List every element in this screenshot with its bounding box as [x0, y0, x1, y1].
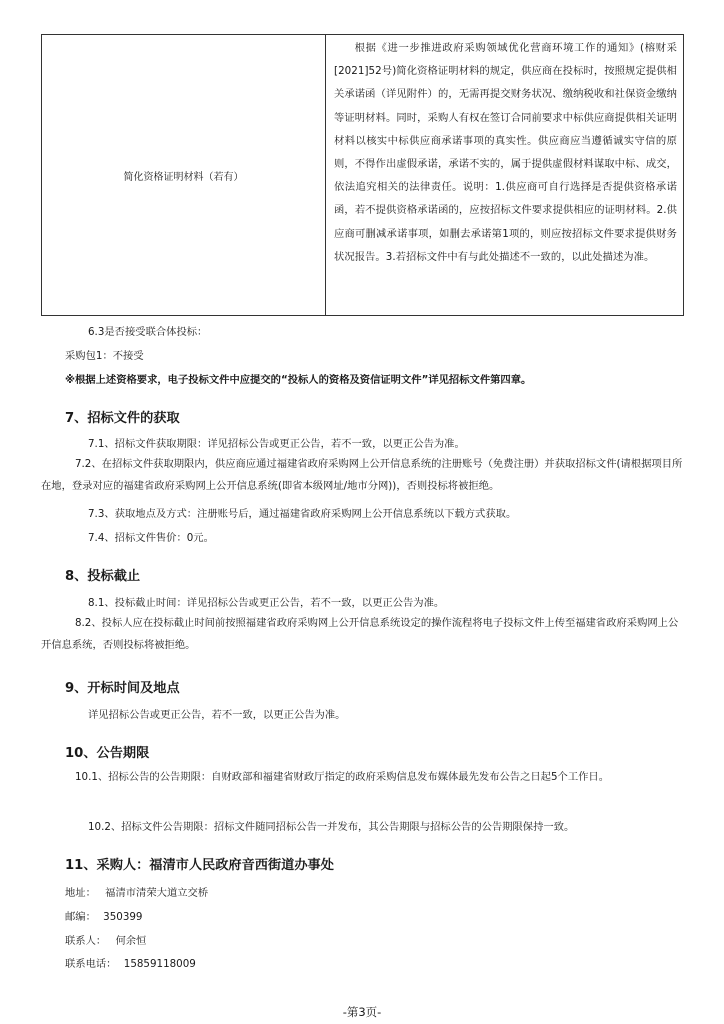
section-8-1: 8.1、投标截止时间：详见招标公告或更正公告，若不一致，以更正公告为准。 — [88, 597, 445, 609]
joint-bid-answer: 采购包1：不接受 — [65, 350, 144, 362]
phone-value: 15859118009 — [123, 958, 196, 970]
contact-row — [65, 932, 146, 947]
table-cell-content — [326, 35, 684, 316]
section-7-2: 7.2、在招标文件获取期限内，供应商应通过福建省政府采购网上公开信息系统的注册账号（免费注册）并获取招标文件(请根据项目所在地，登录对应的福建省政府采购网上公开信息系统(即省本级网址/地市分网))，否则投标将被拒绝。 — [41, 458, 683, 492]
qualification-note: ※根据上述资格要求，电子投标文件中应提交的“投标人的资格及资信证明文件”详见招标文件第四章。 — [65, 374, 532, 386]
section-8-2: 8.2、投标人应在投标截止时间前按照福建省政府采购网上公开信息系统设定的操作流程将电子投标文件上传至福建省政府采购网上公开信息系统，否则投标将被拒绝。 — [41, 617, 679, 651]
row-content: 根据《进一步推进政府采购领域优化营商环境工作的通知》(榕财采[2021]52号)简化资格证明材料的规定，供应商在投标时，按照规定提供相关承诺函（详见附件）的，无需再提交财务状况、缴纳税收和社保资金缴纳等证明材料。同时，采购人有权在签订合同前要求中标供应商提供相关证明材料以核实中标供应商承诺事项的真实性。供应商应当遵循诚实守信的原则，不得作出虚假承诺，承诺不实的，属于提供虚假材料谋取中标、成交，依法追究相关的法律责任。说明：1.供应商可自行选择是否提供资格承诺函，若不提供资格承诺函的，应按招标文件要求提供相应的证明材料。2.供应商可删减承诺事项，如删去承诺第1项的，则应按招标文件要求提供财务状况报告。3.若招标文件中有与此处描述不一致的，以此处描述为准。 — [334, 42, 677, 263]
postcode-value: 350399 — [103, 911, 143, 923]
contact-value: 何余恒 — [115, 935, 147, 947]
section-7-4: 7.4、招标文件售价：0元。 — [88, 532, 214, 544]
section-10-heading: 10、公告期限 — [65, 746, 150, 761]
address-row — [65, 884, 208, 899]
section-9-heading: 9、开标时间及地点 — [65, 681, 180, 696]
section-7-3: 7.3、获取地点及方式：注册账号后，通过福建省政府采购网上公开信息系统以下载方式获取。 — [88, 508, 517, 520]
joint-bid-question: 6.3是否接受联合体投标： — [88, 326, 208, 338]
section-10-2: 10.2、招标文件公告期限：招标文件随同招标公告一并发布，其公告期限与招标公告的公告期限保持一致。 — [88, 821, 575, 833]
row-label: 简化资格证明材料（若有） — [123, 171, 244, 183]
section-10-1: 10.1、招标公告的公告期限：自财政部和福建省财政厅指定的政府采购信息发布媒体最先发布公告之日起5个工作日。 — [74, 771, 610, 783]
section-7-1: 7.1、招标文件获取期限：详见招标公告或更正公告，若不一致，以更正公告为准。 — [88, 438, 465, 450]
section-11-heading: 11、采购人：福清市人民政府音西街道办事处 — [65, 858, 334, 873]
address-label: 地址： — [65, 887, 96, 899]
phone-row — [65, 955, 196, 970]
table-row — [42, 35, 684, 316]
contact-label: 联系人： — [65, 935, 107, 947]
qualification-table — [41, 34, 684, 316]
section-9-1: 详见招标公告或更正公告，若不一致，以更正公告为准。 — [88, 709, 346, 721]
section-7-heading: 7、招标文件的获取 — [65, 411, 180, 426]
table-cell-label — [42, 35, 326, 316]
phone-label: 联系电话： — [65, 958, 117, 970]
postcode-row — [65, 908, 142, 923]
page-number: -第3页- — [342, 1005, 382, 1019]
section-8-heading: 8、投标截止 — [65, 569, 141, 584]
postcode-label: 邮编： — [65, 911, 96, 923]
address-value: 福清市清荣大道立交桥 — [105, 887, 209, 899]
